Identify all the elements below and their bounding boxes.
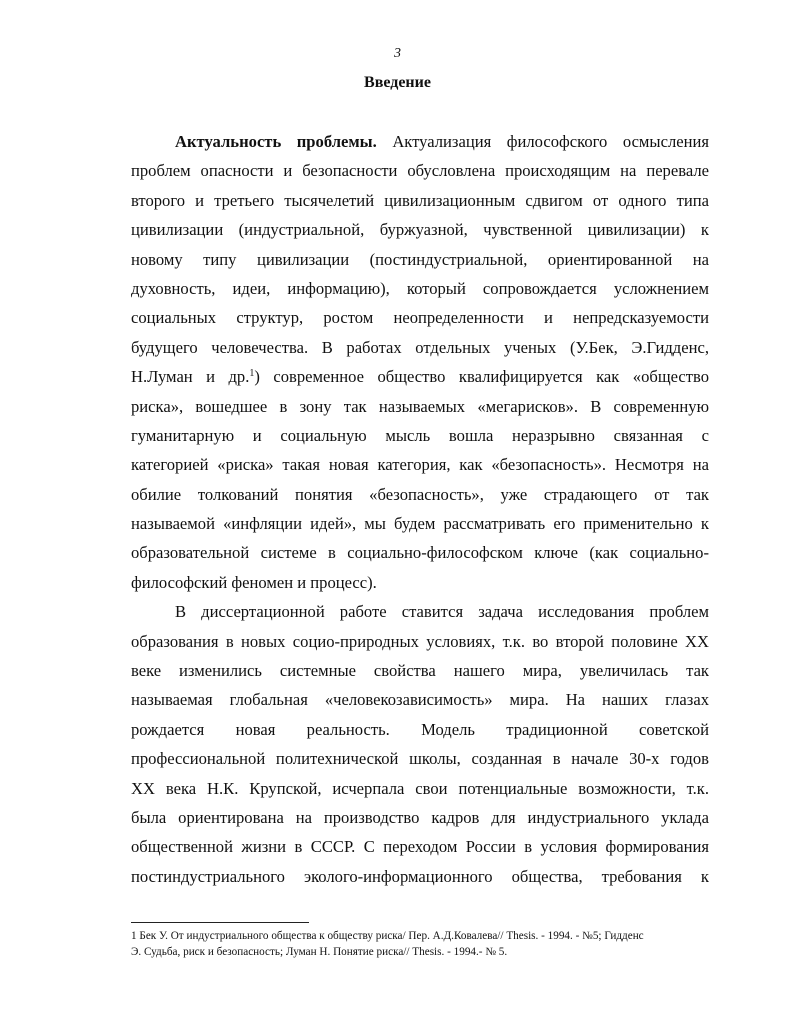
paragraph-line: образования в новых социо-природных условиях, т.к. во второй половине XX: [131, 631, 709, 651]
paragraph-line: была ориентирована на производство кадров для индустриального уклада: [131, 807, 709, 827]
paragraph-line: второго и третьего тысячелетий цивилизационным сдвигом от одного типа: [131, 190, 709, 210]
body-text: [131, 127, 709, 891]
footnote-line: 1 Бек У. От индустриального общества к обществу риска/ Пер. А.Д.Ковалева// Thesis. - 1994. - №5; Гидденс: [131, 930, 644, 942]
paragraph-line: философский феномен и процесс).: [131, 572, 377, 592]
paragraph-line: цивилизации (индустриальной, буржуазной, чувственной цивилизации) к: [131, 220, 709, 240]
paragraph-line: обилие толкований понятия «безопасность», уже страдающего от так: [131, 484, 709, 504]
footnote-separator: [131, 922, 309, 923]
paragraph-line: риска», вошедшее в зону так называемых «мегарисков». В современную: [131, 396, 709, 416]
page-number: 3: [394, 46, 401, 61]
paragraph-line: Актуальность проблемы. Актуализация философского осмысления: [175, 132, 709, 151]
paragraph-line: называемая глобальная «человекозависимость» мира. На наших глазах: [131, 690, 709, 710]
paragraph-line: профессиональной политехнической школы, созданная в начале 30-х годов: [131, 749, 709, 769]
paragraph-line: общественной жизни в СССР. С переходом России в условия формирования: [131, 837, 709, 857]
paragraph-line: В диссертационной работе ставится задача исследования проблем: [175, 602, 709, 622]
paragraph-line: постиндустриального эколого-информационного общества, требования к: [131, 866, 709, 886]
paragraph-line: духовность, идеи, информацию), который сопровождается усложнением: [131, 278, 709, 298]
paragraph-line: XX века Н.К. Крупской, исчерпала свои потенциальные возможности, т.к.: [131, 778, 709, 798]
paragraph-line: категорией «риска» такая новая категория, как «безопасность». Несмотря на: [131, 455, 709, 475]
paragraph-line: Н.Луман и др.$^1$) современное общество квалифицируется как «общество: [131, 367, 710, 387]
footnote-reference[interactable]: 1: [249, 368, 255, 380]
paragraph-line: веке изменились системные свойства нашего мира, увеличилась так: [131, 661, 709, 681]
footnote-line: Э. Судьба, риск и безопасность; Луман Н. Понятие риска// Thesis. - 1994.- № 5.: [131, 946, 508, 958]
section-heading: Введение: [364, 74, 431, 91]
paragraph-line: рождается новая реальность. Модель традиционной советской: [131, 719, 709, 739]
footnote: [131, 928, 709, 960]
paragraph-line: проблем опасности и безопасности обусловлена происходящим на перевале: [131, 161, 709, 181]
paragraph-line: называемой «инфляции идей», мы будем рассматривать его применительно к: [131, 514, 709, 534]
paragraph-line: социальных структур, ростом неопределенности и непредсказуемости: [131, 308, 709, 328]
paragraph-line: гуманитарную и социальную мысль вошла неразрывно связанная с: [131, 425, 709, 445]
paragraph-line: новому типу цивилизации (постиндустриальной, ориентированной на: [131, 249, 709, 269]
lead-phrase: Актуальность проблемы.: [175, 132, 377, 151]
paragraph-line: будущего человечества. В работах отдельных ученых (У.Бек, Э.Гидденс,: [131, 337, 709, 357]
paragraph-line: образовательной системе в социально-философском ключе (как социально-: [131, 543, 709, 563]
